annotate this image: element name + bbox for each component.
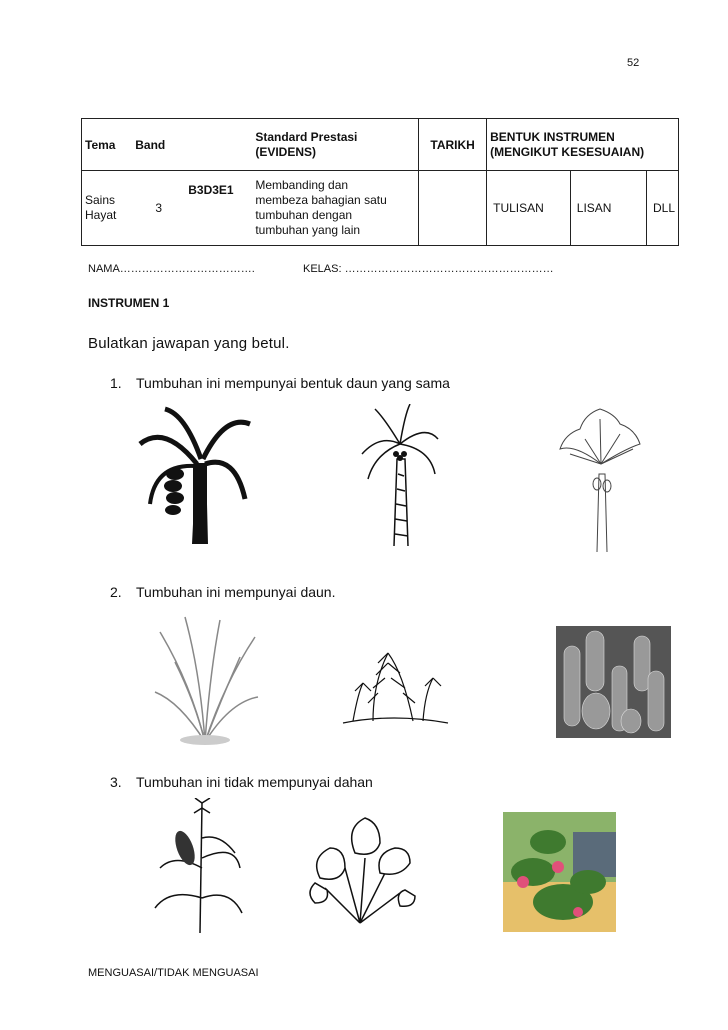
cell-tulisan: TULISAN — [487, 171, 571, 246]
header-bentuk-line2: (MENGIKUT KESESUAIAN) — [490, 144, 645, 159]
question-3 — [110, 774, 373, 790]
cell-dll: DLL — [646, 171, 678, 246]
header-tarikh: TARIKH — [419, 119, 487, 171]
papaya-tree-image[interactable] — [555, 404, 645, 552]
header-code-blank — [185, 119, 252, 171]
header-sp-line1: Standard Prestasi — [255, 129, 358, 144]
question-1-text: Tumbuhan ini mempunyai bentuk daun yang sama — [136, 375, 450, 391]
fern-plant-image[interactable] — [333, 633, 453, 733]
question-2-number: 2. — [110, 584, 122, 600]
header-tema: Tema — [82, 119, 133, 171]
question-1-number: 1. — [110, 375, 122, 391]
evidens-line-4: tumbuhan yang lain — [255, 223, 361, 237]
hibiscus-plant-image[interactable] — [503, 812, 616, 932]
cell-code: B3D3E1 — [185, 171, 252, 246]
corn-plant-image[interactable] — [150, 798, 245, 933]
question-2-text: Tumbuhan ini mempunyai daun. — [136, 584, 336, 600]
page-number: 52 — [627, 57, 640, 69]
cactus-image[interactable] — [556, 626, 671, 738]
question-3-number: 3. — [110, 774, 122, 790]
cell-tarikh — [419, 171, 487, 246]
instruction-text: Bulatkan jawapan yang betul. — [88, 335, 290, 352]
yam-plant-image[interactable] — [305, 808, 420, 928]
cell-band: 3 — [132, 171, 185, 246]
coconut-tree-image[interactable] — [360, 404, 440, 546]
header-band: Band — [132, 119, 185, 171]
cell-lisan: LISAN — [570, 171, 646, 246]
cell-tema — [82, 171, 133, 246]
grass-plant-image[interactable] — [150, 612, 260, 747]
cell-tema-line2: Hayat — [85, 208, 117, 222]
question-2 — [110, 584, 336, 600]
header-bentuk-instrumen — [487, 119, 679, 171]
footer-mastery: MENGUASAI/TIDAK MENGUASAI — [88, 967, 259, 979]
header-sp-line2: (EVIDENS) — [255, 144, 317, 159]
header-bentuk-line1: BENTUK INSTRUMEN — [490, 129, 615, 144]
question-1 — [110, 375, 450, 391]
question-3-text: Tumbuhan ini tidak mempunyai dahan — [136, 774, 373, 790]
cell-evidens — [252, 171, 418, 246]
evidens-line-1: Membanding dan — [255, 178, 349, 192]
header-standard-prestasi — [252, 119, 418, 171]
banana-tree-image[interactable] — [135, 404, 255, 544]
nama-field: NAMA………………………………. — [88, 263, 255, 275]
instrument-title: INSTRUMEN 1 — [88, 296, 170, 310]
standard-table — [81, 118, 679, 246]
cell-tema-line1: Sains — [85, 193, 116, 207]
evidens-line-2: membeza bahagian satu — [255, 193, 387, 207]
evidens-line-3: tumbuhan dengan — [255, 208, 353, 222]
kelas-field: KELAS: ………………………………………………… — [303, 263, 554, 275]
